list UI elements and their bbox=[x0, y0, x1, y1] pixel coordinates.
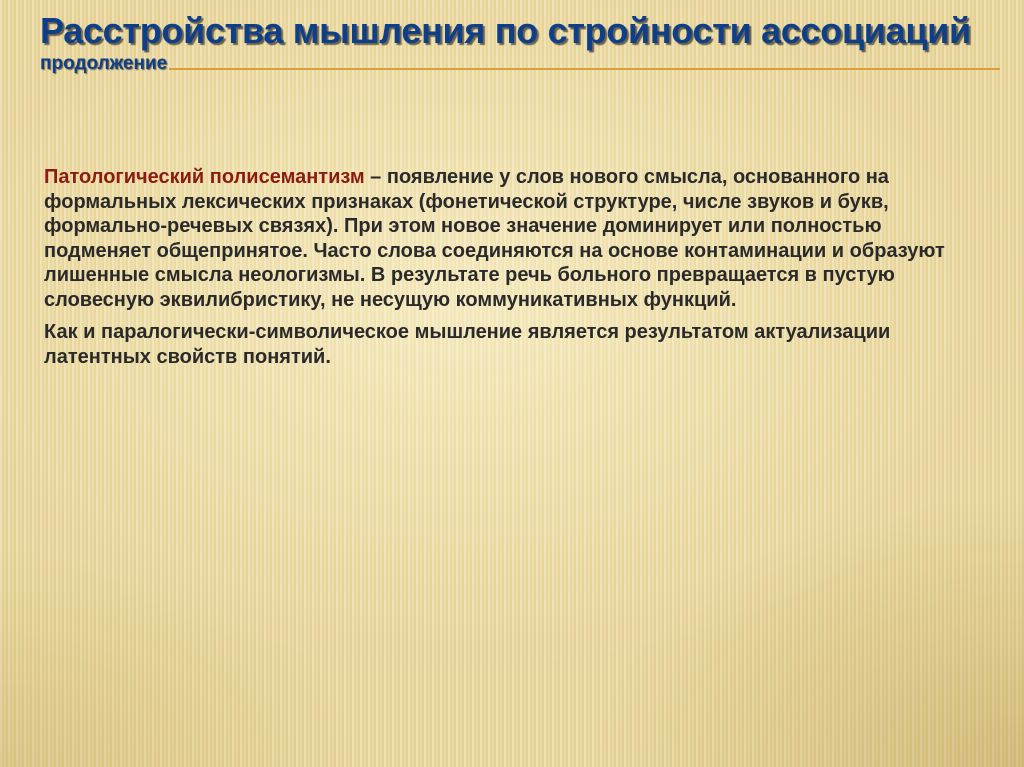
paragraph-1 bbox=[44, 165, 989, 312]
paragraph-2-text: Как и паралогически-символическое мышление является результатом актуализации латентных свойств понятий. bbox=[44, 321, 891, 368]
title-divider bbox=[169, 68, 1000, 70]
title-block bbox=[40, 10, 1000, 75]
slide-subtitle: продолжение bbox=[40, 53, 168, 74]
paragraph-2 bbox=[44, 320, 989, 369]
highlighted-term: Патологический полисемантизм bbox=[44, 166, 365, 188]
body-text bbox=[44, 165, 989, 369]
subtitle-row bbox=[40, 53, 1000, 75]
paragraph-1-text: – появление у слов нового смысла, основанного на формальных лексических признаках (фонетической структуре, числе звуков и букв, формально-речевых связях). При этом новое значение доминирует или полностью подменяет общепринятое. Часто слова соединяются на основе контаминации и образуют лишенные смысла неологизмы. В результате речь больного превращается в пустую словесную эквилибристику, не несущую коммуникативных функций. bbox=[44, 166, 945, 311]
slide-title: Расстройства мышления по стройности ассоциаций bbox=[40, 10, 971, 51]
